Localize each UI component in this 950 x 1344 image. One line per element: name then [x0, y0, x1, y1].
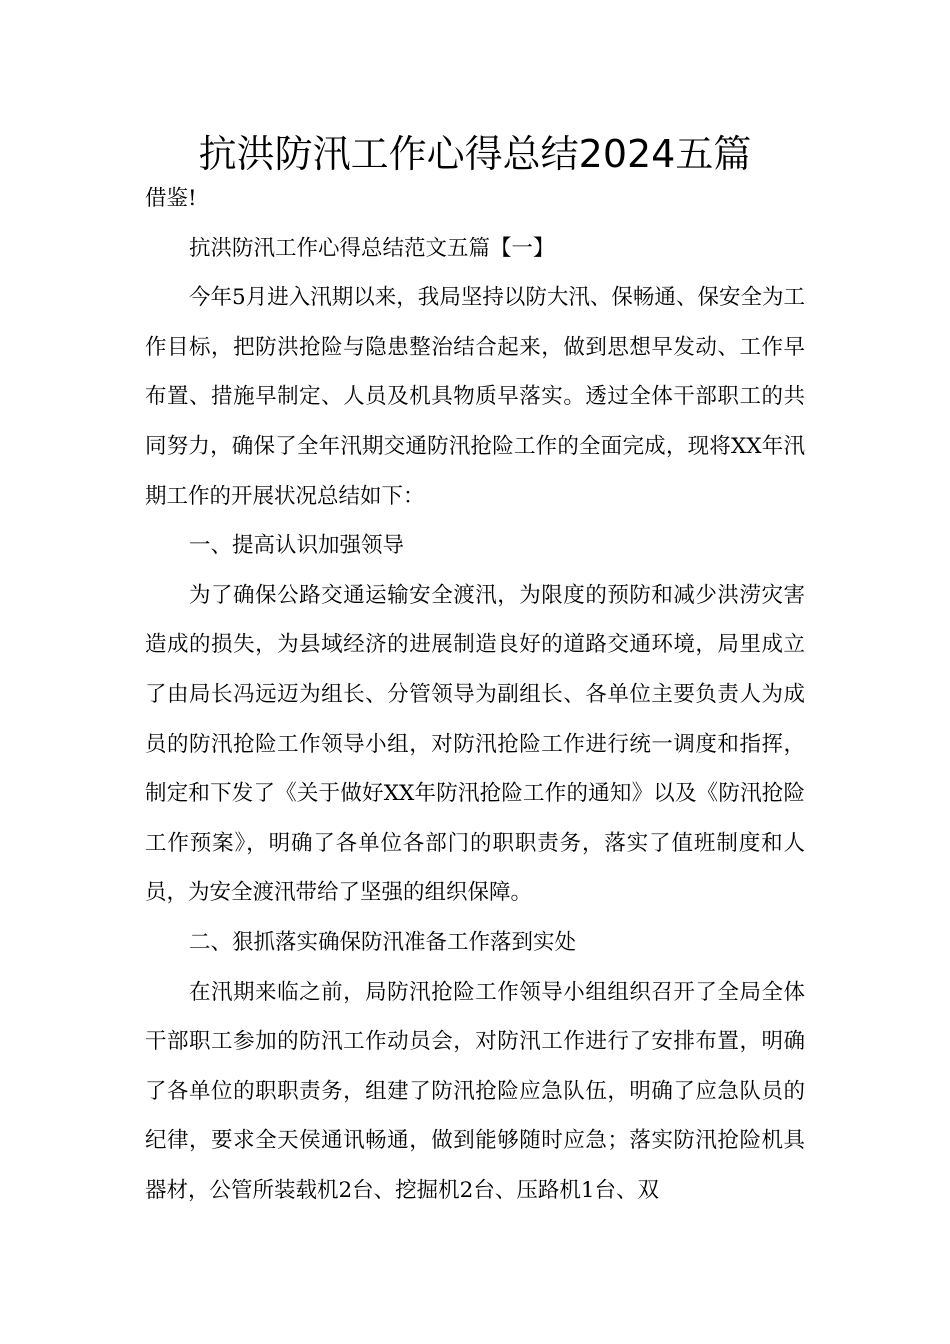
document-body: [145, 174, 805, 1215]
paragraph-implementation: 在汛期来临之前，局防汛抢险工作领导小组组织召开了全局全体干部职工参加的防汛工作动员会，对防汛工作进行了安排布置，明确了各单位的职职责务，组建了防汛抢险应急队伍，明确了应急队员的纪律，要求全天侯通讯畅通，做到能够随时应急；落实防汛抢险机具器材，公管所装载机2台、挖掘机2台、压路机1台、双: [145, 979, 805, 1203]
paragraph-intro-fragment: 借鉴!: [145, 186, 197, 211]
paragraph-overview: 今年5月进入汛期以来，我局坚持以防大汛、保畅通、保安全为工作目标，把防洪抢险与隐患整治结合起来，做到思想早发动、工作早布置、措施早制定、人员及机具物质早落实。透过全体干部职工的共同努力，确保了全年汛期交通防汛抢险工作的全面完成，现将XX年汛期工作的开展状况总结如下：: [145, 285, 805, 509]
section-heading-part-one: 抗洪防汛工作心得总结范文五篇【一】: [189, 235, 555, 261]
subheading-leadership: 一、提高认识加强领导: [189, 533, 405, 559]
paragraph-leadership: 为了确保公路交通运输安全渡汛，为限度的预防和减少洪涝灾害造成的损失，为县域经济的进展制造良好的道路交通环境，局里成立了由局长冯远迈为组长、分管领导为副组长、各单位主要负责人为成员的防汛抢险工作领导小组，对防汛抢险工作进行统一调度和指挥，制定和下发了《关于做好XX年防汛抢险工作的通知》以及《防汛抢险工作预案》，明确了各单位各部门的职职责务，落实了值班制度和人员，为安全渡汛带给了坚强的组织保障。: [145, 582, 805, 906]
document-title: 抗洪防汛工作心得总结2024五篇: [198, 132, 752, 176]
subheading-implementation: 二、狠抓落实确保防汛准备工作落到实处: [189, 929, 577, 955]
